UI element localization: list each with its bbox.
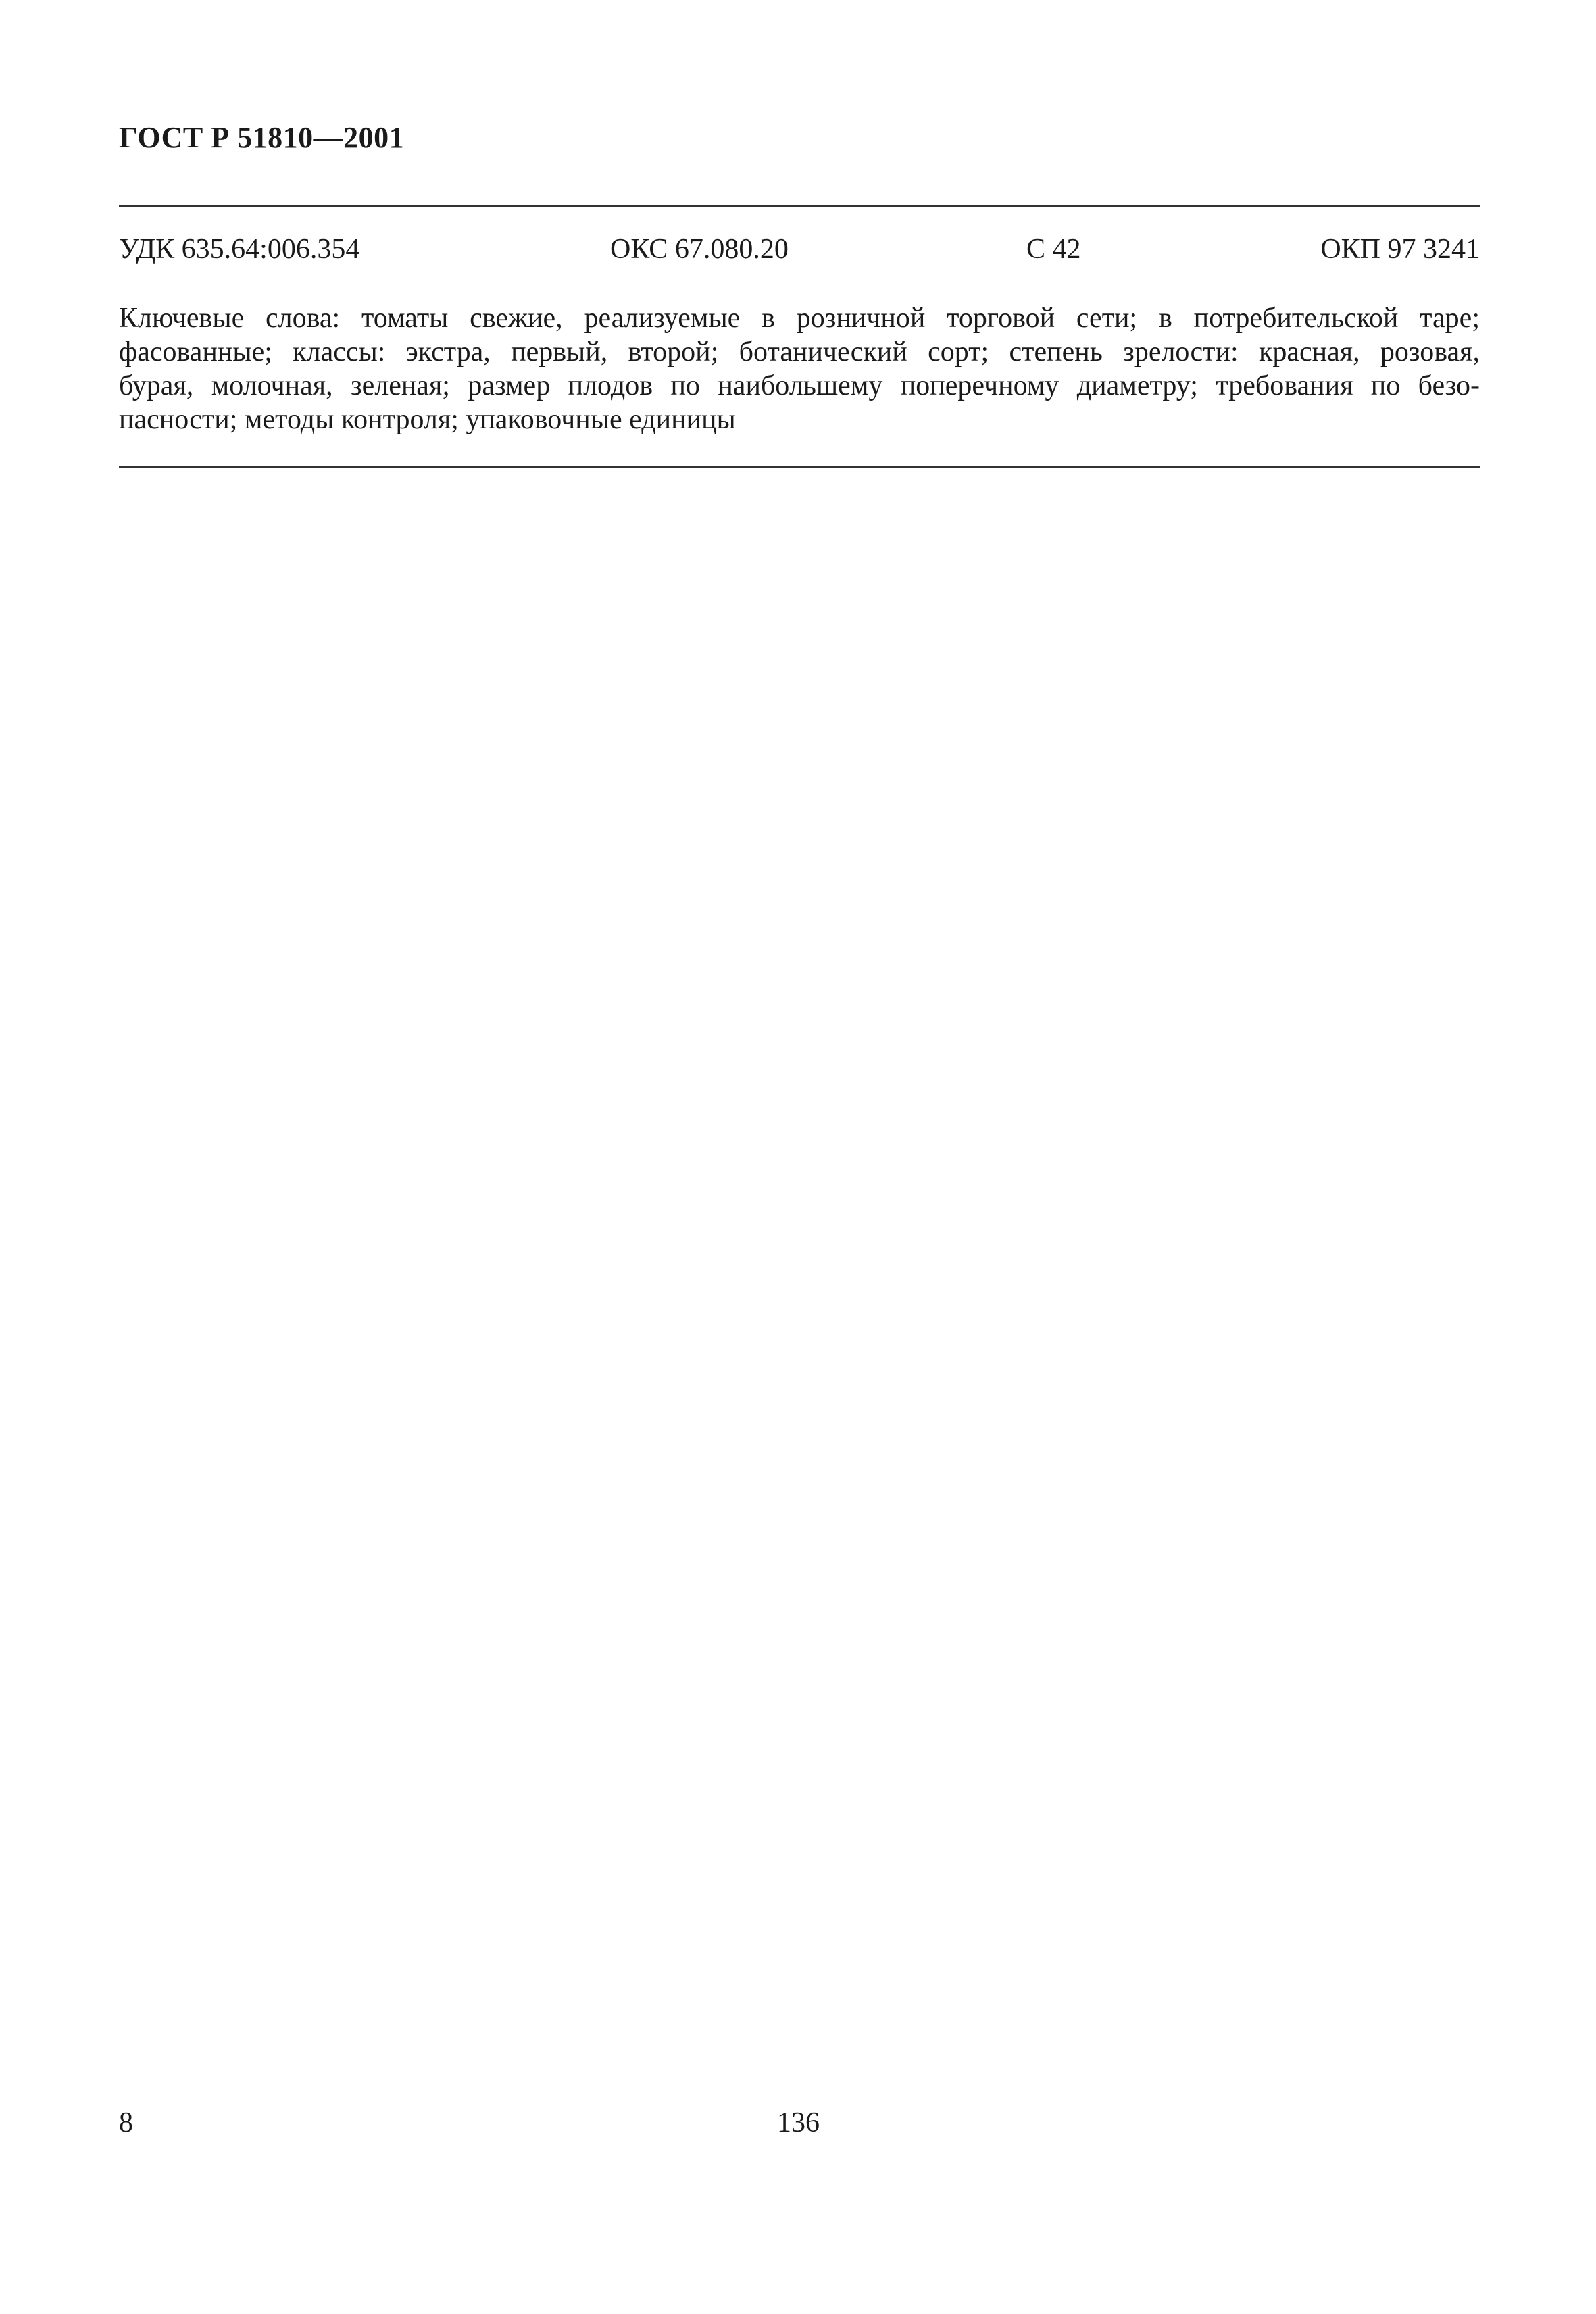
keywords-line: бурая, молочная, зеленая; размер плодов по наибольшему поперечному диаметру; требования по безо- (119, 370, 1480, 401)
oks-code: ОКС 67.080.20 (610, 234, 789, 265)
keywords-line: фасованные; классы: экстра, первый, второй; ботанический сорт; степень зрелости: красная, розовая, (119, 336, 1480, 368)
udk-code: УДК 635.64:006.354 (119, 234, 360, 265)
bottom-divider (119, 466, 1480, 468)
sheet-number: 136 (777, 2107, 820, 2138)
c-code: С 42 (1026, 234, 1081, 265)
standard-title: ГОСТ Р 51810—2001 (119, 121, 405, 154)
keywords-line: Ключевые слова: томаты свежие, реализуемые в розничной торговой сети; в потребительской таре; (119, 303, 1480, 334)
okp-code: ОКП 97 3241 (1320, 234, 1480, 265)
page-number: 8 (119, 2107, 133, 2138)
keywords-line: пасности; методы контроля; упаковочные единицы (119, 404, 736, 435)
keywords-paragraph (119, 301, 1480, 436)
top-divider (119, 205, 1480, 207)
